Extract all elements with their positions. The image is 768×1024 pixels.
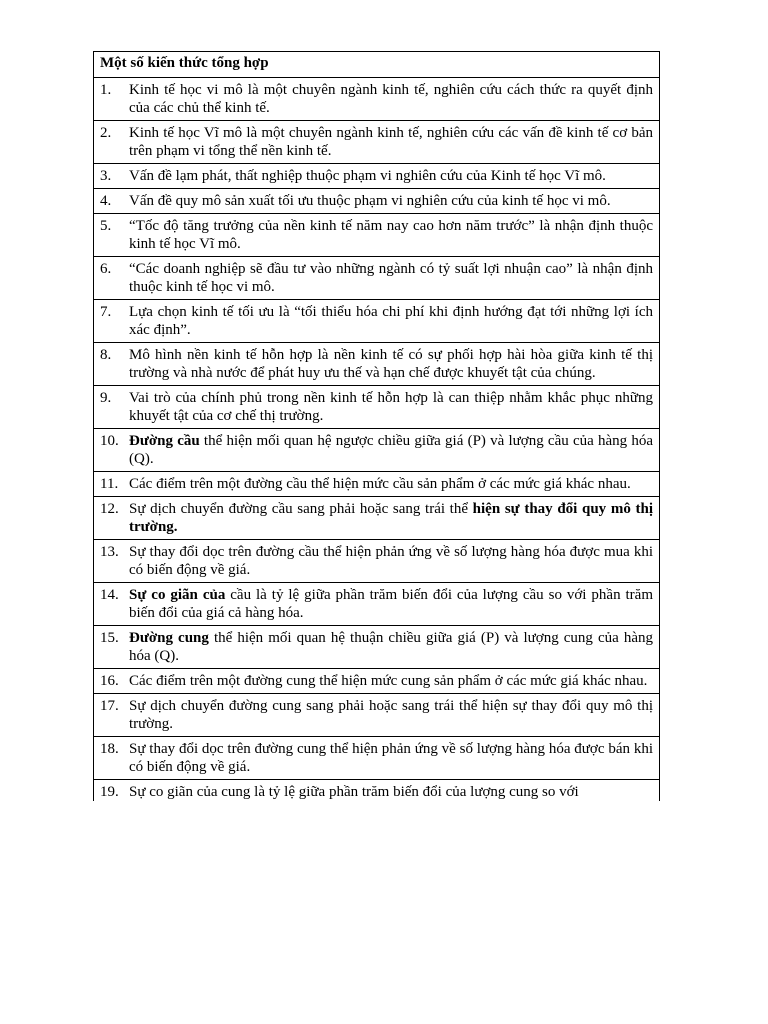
item-number: 12.	[100, 501, 119, 517]
summary-table	[93, 51, 660, 801]
table-body	[94, 52, 660, 802]
table-row	[94, 164, 660, 189]
item-number: 16.	[100, 673, 119, 689]
table-cell	[94, 694, 660, 737]
item-text	[129, 475, 653, 493]
table-row	[94, 189, 660, 214]
table-cell	[94, 429, 660, 472]
item-text	[129, 543, 653, 579]
table-cell	[94, 583, 660, 626]
table-cell	[94, 343, 660, 386]
item-number: 9.	[100, 390, 112, 406]
item-text	[129, 629, 653, 665]
item-number: 8.	[100, 347, 112, 363]
item-text	[129, 740, 653, 776]
item-number: 15.	[100, 630, 119, 646]
table-cell	[94, 540, 660, 583]
item-number: 7.	[100, 304, 112, 320]
table-row	[94, 121, 660, 164]
item-text	[129, 217, 653, 253]
text-run: Vai trò của chính phủ trong nền kinh tế hỗn hợp là can thiệp nhằm khắc phục những khuyết tật của cơ chế thị trường.	[129, 390, 653, 424]
table-row	[94, 540, 660, 583]
table-row	[94, 583, 660, 626]
text-run: Kinh tế học vi mô là một chuyên ngành kinh tế, nghiên cứu cách thức ra quyết định của các chủ thể kinh tế.	[129, 82, 653, 116]
item-number: 1.	[100, 82, 112, 98]
text-run: Mô hình nền kinh tế hỗn hợp là nền kinh tế có sự phối hợp hài hòa giữa kinh tế thị trường và nhà nước để phát huy ưu thế và hạn chế được khuyết tật của chúng.	[129, 347, 653, 381]
item-number: 14.	[100, 587, 119, 603]
table-cell	[94, 300, 660, 343]
item-text	[129, 697, 653, 733]
text-run: Sự co giãn của cung là tỷ lệ giữa phần trăm biến đổi của lượng cung so với	[129, 784, 579, 800]
item-number: 17.	[100, 698, 119, 714]
table-row	[94, 257, 660, 300]
item-number: 5.	[100, 218, 112, 234]
bold-term: Đường cung	[129, 630, 209, 646]
bold-term: Sự co giãn của	[129, 587, 226, 603]
text-run: Sự thay đổi dọc trên đường cầu thể hiện phản ứng về số lượng hàng hóa được mua khi có biến động về giá.	[129, 544, 653, 578]
item-number: 19.	[100, 784, 119, 800]
item-text	[129, 586, 653, 622]
text-run: Các điểm trên một đường cung thể hiện mức cung sản phẩm ở các mức giá khác nhau.	[129, 673, 648, 689]
text-run: Sự dịch chuyển đường cầu sang phải hoặc sang trái thể	[129, 501, 473, 517]
item-text	[129, 192, 653, 210]
text-run: thể hiện mối quan hệ ngược chiều giữa giá (P) và lượng cầu của hàng hóa (Q).	[129, 433, 654, 467]
item-text	[129, 260, 653, 296]
table-cell	[94, 189, 660, 214]
item-text	[129, 346, 653, 382]
text-run: thể hiện mối quan hệ thuận chiều giữa giá (P) và lượng cung của hàng hóa (Q).	[129, 630, 653, 664]
table-cell	[94, 780, 660, 802]
item-number: 4.	[100, 193, 112, 209]
table-row	[94, 343, 660, 386]
table-cell	[94, 121, 660, 164]
table-row	[94, 472, 660, 497]
item-number: 6.	[100, 261, 112, 277]
table-row	[94, 694, 660, 737]
document-page	[93, 51, 660, 801]
item-text	[129, 500, 653, 536]
text-run: “Tốc độ tăng trưởng của nền kinh tế năm nay cao hơn năm trước” là nhận định thuộc kinh tế học Vĩ mô.	[129, 218, 653, 252]
table-header-row	[94, 52, 660, 78]
text-run: “Các doanh nghiệp sẽ đầu tư vào những ngành có tỷ suất lợi nhuận cao” là nhận định thuộc kinh tế học vi mô.	[129, 261, 653, 295]
table-cell	[94, 164, 660, 189]
item-number: 3.	[100, 168, 112, 184]
table-row	[94, 780, 660, 802]
item-text	[129, 672, 653, 690]
table-cell	[94, 497, 660, 540]
text-run: Kinh tế học Vĩ mô là một chuyên ngành kinh tế, nghiên cứu các vấn đề kinh tế cơ bản trên phạm vi tổng thể nền kinh tế.	[129, 125, 653, 159]
table-row	[94, 300, 660, 343]
text-run: Lựa chọn kinh tế tối ưu là “tối thiểu hóa chi phí khi định hướng đạt tới những lợi ích xác định”.	[129, 304, 653, 338]
item-text	[129, 81, 653, 117]
table-row	[94, 737, 660, 780]
item-text	[129, 432, 653, 468]
table-row	[94, 669, 660, 694]
bold-term: hiện sự thay đổi quy mô thị trường.	[129, 501, 653, 535]
table-title: Một số kiến thức tổng hợp	[94, 52, 660, 78]
text-run: Sự dịch chuyển đường cung sang phải hoặc sang trái thể hiện sự thay đổi quy mô thị trường.	[129, 698, 653, 732]
text-run: Các điểm trên một đường cầu thể hiện mức cầu sản phẩm ở các mức giá khác nhau.	[129, 476, 631, 492]
table-cell	[94, 257, 660, 300]
table-row	[94, 429, 660, 472]
item-number: 10.	[100, 433, 119, 449]
table-row	[94, 78, 660, 121]
text-run: Vấn đề lạm phát, thất nghiệp thuộc phạm vi nghiên cứu của Kinh tế học Vĩ mô.	[129, 168, 606, 184]
table-row	[94, 386, 660, 429]
item-text	[129, 303, 653, 339]
table-row	[94, 626, 660, 669]
table-cell	[94, 737, 660, 780]
table-cell	[94, 214, 660, 257]
table-row	[94, 497, 660, 540]
text-run: cầu là tỷ lệ giữa phần trăm biến đổi của lượng cầu so với phần trăm biến đổi của giá cả hàng hóa.	[129, 587, 653, 621]
item-text	[129, 167, 653, 185]
item-text	[129, 389, 653, 425]
text-run: Sự thay đổi dọc trên đường cung thể hiện phản ứng về số lượng hàng hóa được bán khi có biến động về giá.	[129, 741, 653, 775]
item-number: 13.	[100, 544, 119, 560]
table-cell	[94, 626, 660, 669]
item-text	[129, 124, 653, 160]
table-cell	[94, 669, 660, 694]
bold-term: Đường cầu	[129, 433, 200, 449]
item-number: 2.	[100, 125, 112, 141]
item-number: 11.	[100, 476, 119, 492]
item-number: 18.	[100, 741, 119, 757]
table-cell	[94, 472, 660, 497]
table-cell	[94, 386, 660, 429]
text-run: Vấn đề quy mô sản xuất tối ưu thuộc phạm vi nghiên cứu của kinh tế học vi mô.	[129, 193, 611, 209]
table-row	[94, 214, 660, 257]
item-text	[129, 783, 653, 801]
table-cell	[94, 78, 660, 121]
